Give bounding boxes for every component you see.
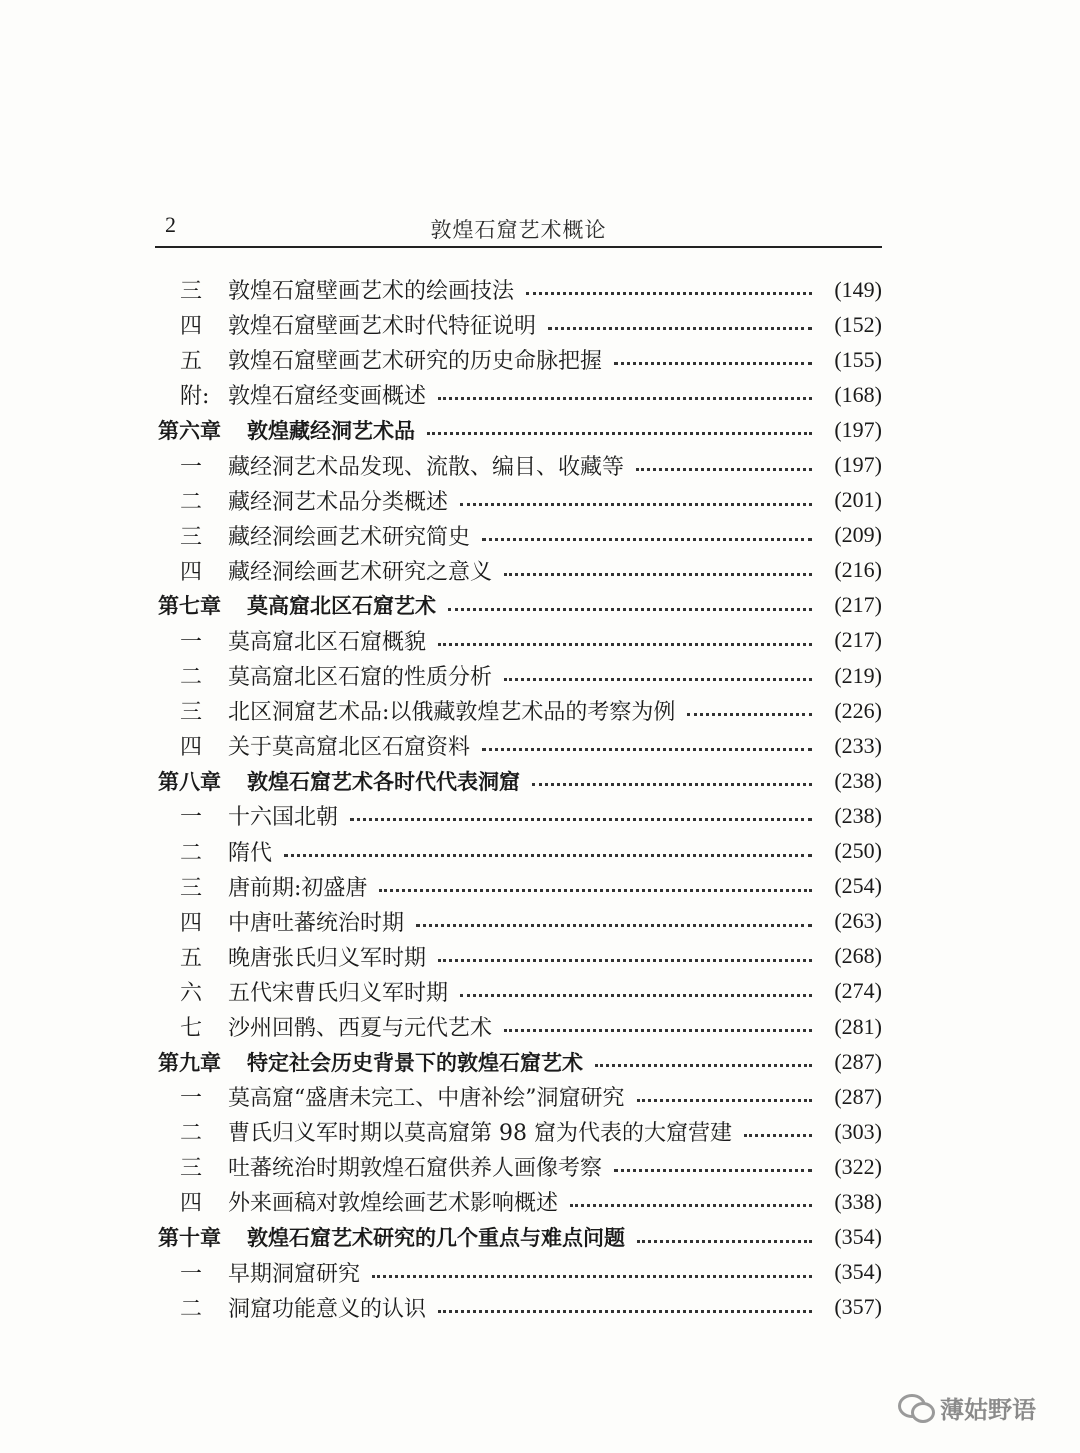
section-title: 北区洞窟艺术品:以俄藏敦煌艺术品的考察为例 xyxy=(228,700,676,726)
section-number: 二 xyxy=(180,1121,203,1147)
toc-section-row xyxy=(158,869,882,904)
page-reference: (216) xyxy=(834,557,882,583)
dot-leader xyxy=(526,292,812,295)
toc-section-row xyxy=(158,553,882,588)
chapter-number: 第十章 xyxy=(158,1226,221,1251)
chapter-title: 莫高窟北区石窟艺术 xyxy=(247,594,436,619)
section-title: 洞窟功能意义的认识 xyxy=(228,1296,427,1322)
section-number: 三 xyxy=(180,279,203,305)
page-reference: (226) xyxy=(834,697,882,723)
dot-leader xyxy=(438,397,812,400)
section-title: 藏经洞艺术品发现、流散、编目、收藏等 xyxy=(228,454,625,480)
dot-leader xyxy=(636,468,812,471)
section-title: 敦煌石窟壁画艺术研究的历史命脉把握 xyxy=(228,349,603,375)
toc-section-row xyxy=(158,834,882,869)
dot-leader xyxy=(372,1275,812,1278)
section-title: 敦煌石窟经变画概述 xyxy=(228,384,427,410)
toc-chapter-row xyxy=(158,1220,882,1255)
section-number: 一 xyxy=(180,805,203,831)
dot-leader xyxy=(448,608,812,611)
toc-section-row xyxy=(158,1184,882,1219)
dot-leader xyxy=(438,1310,812,1313)
page-reference: (217) xyxy=(834,627,882,653)
page-reference: (155) xyxy=(834,346,882,372)
dot-leader xyxy=(460,503,812,506)
toc-section-row xyxy=(158,377,882,412)
page-number: 2 xyxy=(165,212,176,237)
section-title: 沙州回鹘、西夏与元代艺术 xyxy=(228,1016,493,1042)
toc-section-row xyxy=(158,342,882,377)
section-title: 五代宋曹氏归义军时期 xyxy=(228,980,449,1006)
dot-leader xyxy=(614,362,812,365)
dot-leader xyxy=(379,889,812,892)
section-number: 六 xyxy=(180,980,203,1006)
section-title: 敦煌石窟壁画艺术的绘画技法 xyxy=(228,279,515,305)
toc-chapter-row xyxy=(158,412,882,447)
section-number: 二 xyxy=(180,489,203,515)
page-reference: (263) xyxy=(834,908,882,934)
page-reference: (217) xyxy=(834,592,882,618)
section-number: 三 xyxy=(180,1156,203,1182)
page-reference: (149) xyxy=(834,276,882,302)
toc-section-row xyxy=(158,728,882,763)
section-number: 二 xyxy=(180,840,203,866)
page-reference: (201) xyxy=(834,487,882,513)
section-number: 附: xyxy=(180,384,210,410)
toc-section-row xyxy=(158,483,882,518)
dot-leader xyxy=(548,327,812,330)
dot-leader xyxy=(438,643,812,646)
page-reference: (254) xyxy=(834,873,882,899)
page-reference: (168) xyxy=(834,381,882,407)
section-number: 四 xyxy=(180,314,203,340)
section-number: 四 xyxy=(180,735,203,761)
page-reference: (287) xyxy=(834,1048,882,1074)
section-title: 外来画稿对敦煌绘画艺术影响概述 xyxy=(228,1191,559,1217)
section-title: 藏经洞艺术品分类概述 xyxy=(228,489,449,515)
section-number: 五 xyxy=(180,349,203,375)
section-title: 莫高窟北区石窟概貌 xyxy=(228,629,427,655)
section-number: 三 xyxy=(180,700,203,726)
section-number: 二 xyxy=(180,1296,203,1322)
page-reference: (238) xyxy=(834,767,882,793)
toc-section-row xyxy=(158,518,882,553)
dot-leader xyxy=(504,573,812,576)
chapter-number: 第八章 xyxy=(158,769,221,794)
page-reference: (274) xyxy=(834,978,882,1004)
page-reference: (354) xyxy=(834,1259,882,1285)
page-reference: (233) xyxy=(834,732,882,758)
section-title: 藏经洞绘画艺术研究之意义 xyxy=(228,559,493,585)
toc-section-row xyxy=(158,693,882,728)
section-title: 中唐吐蕃统治时期 xyxy=(228,910,405,936)
chapter-title: 敦煌石窟艺术研究的几个重点与难点问题 xyxy=(247,1226,625,1251)
chapter-number: 第七章 xyxy=(158,594,221,619)
toc-section-row xyxy=(158,1290,882,1325)
page-reference: (281) xyxy=(834,1013,882,1039)
toc-section-row xyxy=(158,939,882,974)
toc-section-row xyxy=(158,623,882,658)
page-reference: (268) xyxy=(834,943,882,969)
chapter-title: 敦煌藏经洞艺术品 xyxy=(247,418,415,443)
toc-section-row xyxy=(158,904,882,939)
section-title: 唐前期:初盛唐 xyxy=(228,875,368,901)
dot-leader xyxy=(744,1134,812,1137)
toc-section-row xyxy=(158,1255,882,1290)
section-number: 一 xyxy=(180,1086,203,1112)
dot-leader xyxy=(532,783,812,786)
section-number: 三 xyxy=(180,524,203,550)
table-of-contents xyxy=(158,272,882,1325)
dot-leader xyxy=(416,924,812,927)
page-reference: (197) xyxy=(834,416,882,442)
section-number: 一 xyxy=(180,454,203,480)
toc-section-row xyxy=(158,307,882,342)
dot-leader xyxy=(438,959,812,962)
toc-chapter-row xyxy=(158,588,882,623)
page-reference: (354) xyxy=(834,1224,882,1250)
page-reference: (219) xyxy=(834,662,882,688)
watermark-text: 薄姑野语 xyxy=(940,1395,1036,1424)
dot-leader xyxy=(460,994,812,997)
page-reference: (238) xyxy=(834,802,882,828)
section-title: 敦煌石窟壁画艺术时代特征说明 xyxy=(228,314,537,340)
section-title: 隋代 xyxy=(228,840,273,866)
dot-leader xyxy=(504,1029,812,1032)
toc-section-row xyxy=(158,447,882,482)
section-title: 吐蕃统治时期敦煌石窟供养人画像考察 xyxy=(228,1156,603,1182)
chapter-number: 第九章 xyxy=(158,1050,221,1075)
dot-leader xyxy=(427,432,812,435)
running-title: 敦煌石窟艺术概论 xyxy=(430,218,607,242)
toc-section-row xyxy=(158,272,882,307)
toc-chapter-row xyxy=(158,1044,882,1079)
page-reference: (209) xyxy=(834,522,882,548)
dot-leader xyxy=(350,818,812,821)
section-title: 晚唐张氏归义军时期 xyxy=(228,945,427,971)
dot-leader xyxy=(595,1064,812,1067)
dot-leader xyxy=(637,1240,812,1243)
dot-leader xyxy=(570,1204,812,1207)
section-number: 七 xyxy=(180,1016,203,1042)
section-number: 二 xyxy=(180,665,203,691)
page-reference: (287) xyxy=(834,1083,882,1109)
page-reference: (152) xyxy=(834,311,882,337)
chapter-title: 特定社会历史背景下的敦煌石窟艺术 xyxy=(247,1050,583,1075)
section-title: 莫高窟北区石窟的性质分析 xyxy=(228,665,493,691)
page-header xyxy=(155,210,882,248)
section-number: 四 xyxy=(180,559,203,585)
dot-leader xyxy=(637,1099,813,1102)
dot-leader xyxy=(687,713,812,716)
section-title: 曹氏归义军时期以莫高窟第 98 窟为代表的大窟营建 xyxy=(228,1121,732,1147)
toc-section-row xyxy=(158,1079,882,1114)
section-number: 一 xyxy=(180,629,203,655)
page-reference: (250) xyxy=(834,838,882,864)
toc-section-row xyxy=(158,1009,882,1044)
toc-section-row xyxy=(158,1149,882,1184)
section-title: 关于莫高窟北区石窟资料 xyxy=(228,735,471,761)
chapter-number: 第六章 xyxy=(158,418,221,443)
chapter-title: 敦煌石窟艺术各时代代表洞窟 xyxy=(247,769,520,794)
section-number: 三 xyxy=(180,875,203,901)
dot-leader xyxy=(504,678,812,681)
toc-section-row xyxy=(158,1114,882,1149)
toc-section-row xyxy=(158,658,882,693)
toc-section-row xyxy=(158,798,882,833)
section-number: 四 xyxy=(180,1191,203,1217)
page-reference: (322) xyxy=(834,1153,882,1179)
dot-leader xyxy=(284,854,812,857)
toc-chapter-row xyxy=(158,763,882,798)
page-reference: (197) xyxy=(834,452,882,478)
section-title: 早期洞窟研究 xyxy=(228,1261,361,1287)
dot-leader xyxy=(614,1169,812,1172)
toc-section-row xyxy=(158,974,882,1009)
dot-leader xyxy=(482,538,812,541)
section-number: 五 xyxy=(180,945,203,971)
page-reference: (338) xyxy=(834,1188,882,1214)
watermark xyxy=(898,1387,1036,1427)
section-title: 莫高窟“盛唐未完工、中唐补绘”洞窟研究 xyxy=(228,1086,625,1112)
dot-leader xyxy=(482,748,812,751)
wechat-icon xyxy=(898,1392,934,1422)
page-reference: (303) xyxy=(834,1118,882,1144)
page-reference: (357) xyxy=(834,1294,882,1320)
section-title: 藏经洞绘画艺术研究简史 xyxy=(228,524,471,550)
section-number: 四 xyxy=(180,910,203,936)
section-number: 一 xyxy=(180,1261,203,1287)
section-title: 十六国北朝 xyxy=(228,805,339,831)
